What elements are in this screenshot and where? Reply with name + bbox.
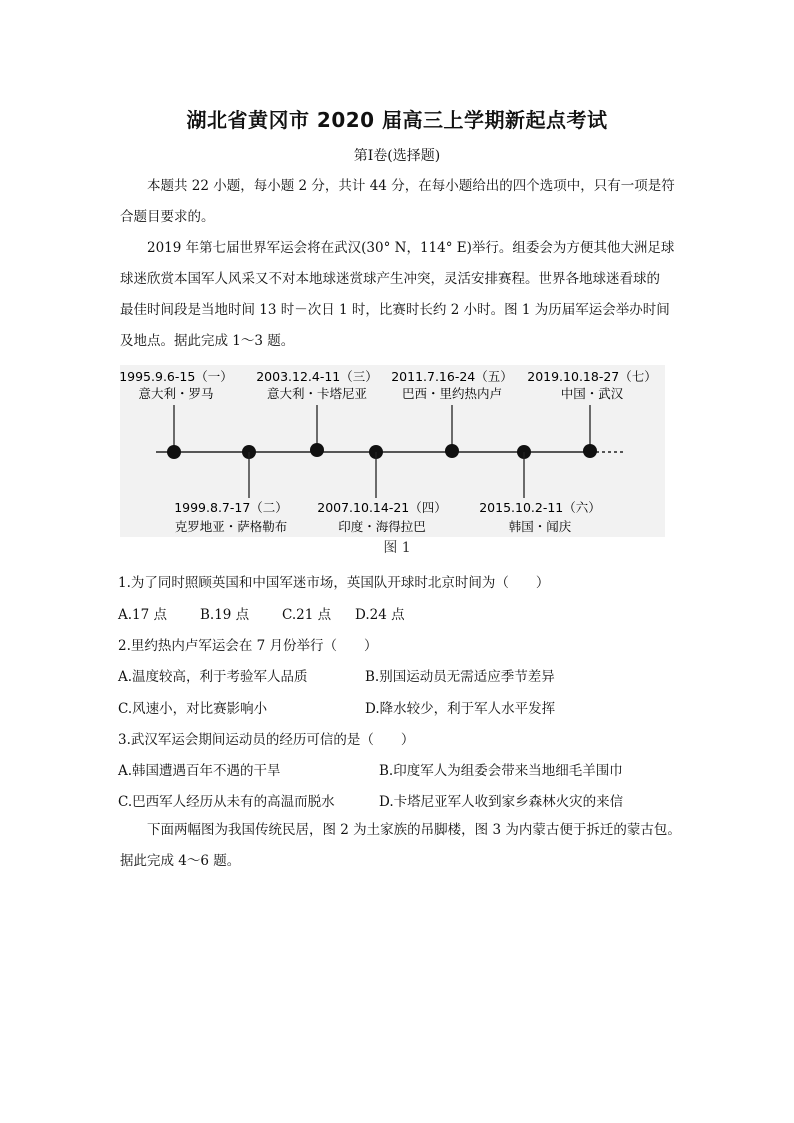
- context-line: 下面两幅图为我国传统民居，图 2 为土家族的吊脚楼，图 3 为内蒙古便于拆迁的蒙古包。: [147, 822, 681, 838]
- event-date: 2015.10.2-11（六）: [479, 500, 601, 515]
- context-paragraph-2: [120, 815, 690, 877]
- event-dot: [167, 445, 181, 459]
- context-line: 2019 年第七届世界军运会将在武汉(30° N，114° E)举行。组委会为方便其他大洲足球: [147, 240, 675, 256]
- instructions-paragraph: [120, 171, 675, 233]
- event-date: 2011.7.16-24（五）: [391, 369, 513, 384]
- question-1-option-a: A.17 点: [118, 607, 168, 623]
- event-date: 1995.9.6-15（一）: [120, 369, 233, 384]
- event-place: 中国・武汉: [560, 386, 624, 401]
- instructions-line: 本题共 22 小题，每小题 2 分，共计 44 分，在每小题给出的四个选项中，只有一项是符: [147, 178, 675, 194]
- context-line: 及地点。据此完成 1～3 题。: [120, 333, 295, 349]
- question-2-option-a: A.温度较高，利于考验军人品质: [118, 669, 308, 685]
- question-1-option-b: B.19 点: [200, 607, 250, 623]
- context-paragraph-1: [120, 233, 675, 357]
- event-date: 2003.12.4-11（三）: [256, 369, 378, 384]
- question-2-option-b: B.别国运动员无需适应季节差异: [365, 669, 555, 685]
- question-3-option-b: B.印度军人为组委会带来当地细毛羊围巾: [379, 763, 623, 779]
- question-1-stem: 1.为了同时照顾英国和中国军迷市场，英国队开球时北京时间为（ ）: [118, 575, 550, 591]
- event-place: 意大利・卡塔尼亚: [266, 386, 368, 401]
- timeline-svg: [120, 365, 665, 537]
- event-place: 韩国・闻庆: [508, 519, 572, 534]
- figure-1-caption: 图 1: [383, 540, 411, 556]
- event-dot: [583, 444, 597, 458]
- question-2-stem: 2.里约热内卢军运会在 7 月份举行（ ）: [118, 638, 378, 654]
- context-line: 据此完成 4～6 题。: [120, 853, 241, 869]
- event-place: 意大利・罗马: [138, 386, 214, 401]
- question-3-option-d: D.卡塔尼亚军人收到家乡森林火灾的来信: [379, 794, 624, 810]
- event-dot: [445, 444, 459, 458]
- exam-title: 湖北省黄冈市 2020 届高三上学期新起点考试: [186, 108, 608, 132]
- instructions-line: 合题目要求的。: [120, 209, 215, 225]
- figure-1-timeline: [120, 365, 665, 537]
- event-date: 2007.10.14-21（四）: [317, 500, 447, 515]
- event-place: 克罗地亚・萨格勒布: [174, 519, 288, 534]
- question-1-option-c: C.21 点: [282, 607, 332, 623]
- event-place: 印度・海得拉巴: [338, 519, 426, 534]
- section-subtitle: 第Ⅰ卷(选择题): [353, 148, 441, 164]
- event-dot: [310, 443, 324, 457]
- event-place: 巴西・里约热内卢: [401, 386, 503, 401]
- question-2-option-d: D.降水较少，利于军人水平发挥: [365, 701, 556, 717]
- event-date: 1999.8.7-17（二）: [174, 500, 288, 515]
- question-3-option-a: A.韩国遭遇百年不遇的干旱: [118, 763, 281, 779]
- question-1-option-d: D.24 点: [355, 607, 405, 623]
- event-date: 2019.10.18-27（七）: [527, 369, 657, 384]
- context-line: 最佳时间段是当地时间 13 时－次日 1 时，比赛时长约 2 小时。图 1 为历届军运会举办时间: [120, 302, 670, 318]
- context-line: 球迷欣赏本国军人风采又不对本地球迷赏球产生冲突，灵活安排赛程。世界各地球迷看球的: [120, 271, 660, 287]
- question-2-option-c: C.风速小，对比赛影响小: [118, 701, 268, 717]
- question-3-stem: 3.武汉军运会期间运动员的经历可信的是（ ）: [118, 732, 415, 748]
- question-3-option-c: C.巴西军人经历从未有的高温而脱水: [118, 794, 335, 810]
